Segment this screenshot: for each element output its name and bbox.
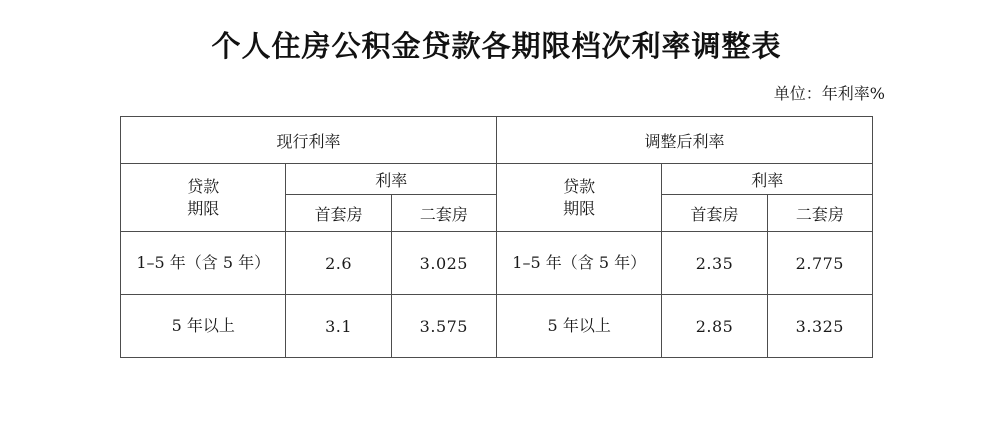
unit-note: 单位：年利率% [773,84,885,103]
cell-term-current-row1: 1–5 年（含 5 年） [121,232,286,295]
document-page [0,24,993,441]
header-second-home-current: 二套房 [391,195,496,232]
cell-term-adjusted-row1: 1–5 年（含 5 年） [496,232,661,295]
cell-second-home-current-row1: 3.025 [391,232,496,295]
cell-first-home-current-row2: 3.1 [286,295,391,358]
cell-term-current-row2: 5 年以上 [121,295,286,358]
header-term-adjusted-line1: 贷款 [563,176,596,196]
rate-table [120,116,873,358]
header-rate-adjusted: 利率 [662,164,873,195]
page-title: 个人住房公积金贷款各期限档次利率调整表 [211,29,782,63]
table-row [121,232,873,295]
header-first-home-adjusted: 首套房 [662,195,767,232]
cell-first-home-adjusted-row2: 2.85 [662,295,767,358]
header-term-adjusted [496,164,661,232]
cell-second-home-adjusted-row2: 3.325 [767,295,872,358]
cell-term-adjusted-row2: 5 年以上 [496,295,661,358]
cell-second-home-current-row2: 3.575 [391,295,496,358]
header-term-current-line1: 贷款 [187,176,220,196]
rate-table-container [120,116,873,358]
header-first-home-current: 首套房 [286,195,391,232]
header-adjusted-rate: 调整后利率 [496,117,872,164]
table-row [121,295,873,358]
header-term-current-line2: 期限 [187,198,220,218]
cell-first-home-current-row1: 2.6 [286,232,391,295]
cell-first-home-adjusted-row1: 2.35 [662,232,767,295]
header-term-current [121,164,286,232]
table-row-group-header [121,117,873,164]
table-row-subheader-top [121,164,873,195]
header-rate-current: 利率 [286,164,497,195]
header-current-rate: 现行利率 [121,117,497,164]
header-second-home-adjusted: 二套房 [767,195,872,232]
header-term-adjusted-line2: 期限 [563,198,596,218]
cell-second-home-adjusted-row1: 2.775 [767,232,872,295]
